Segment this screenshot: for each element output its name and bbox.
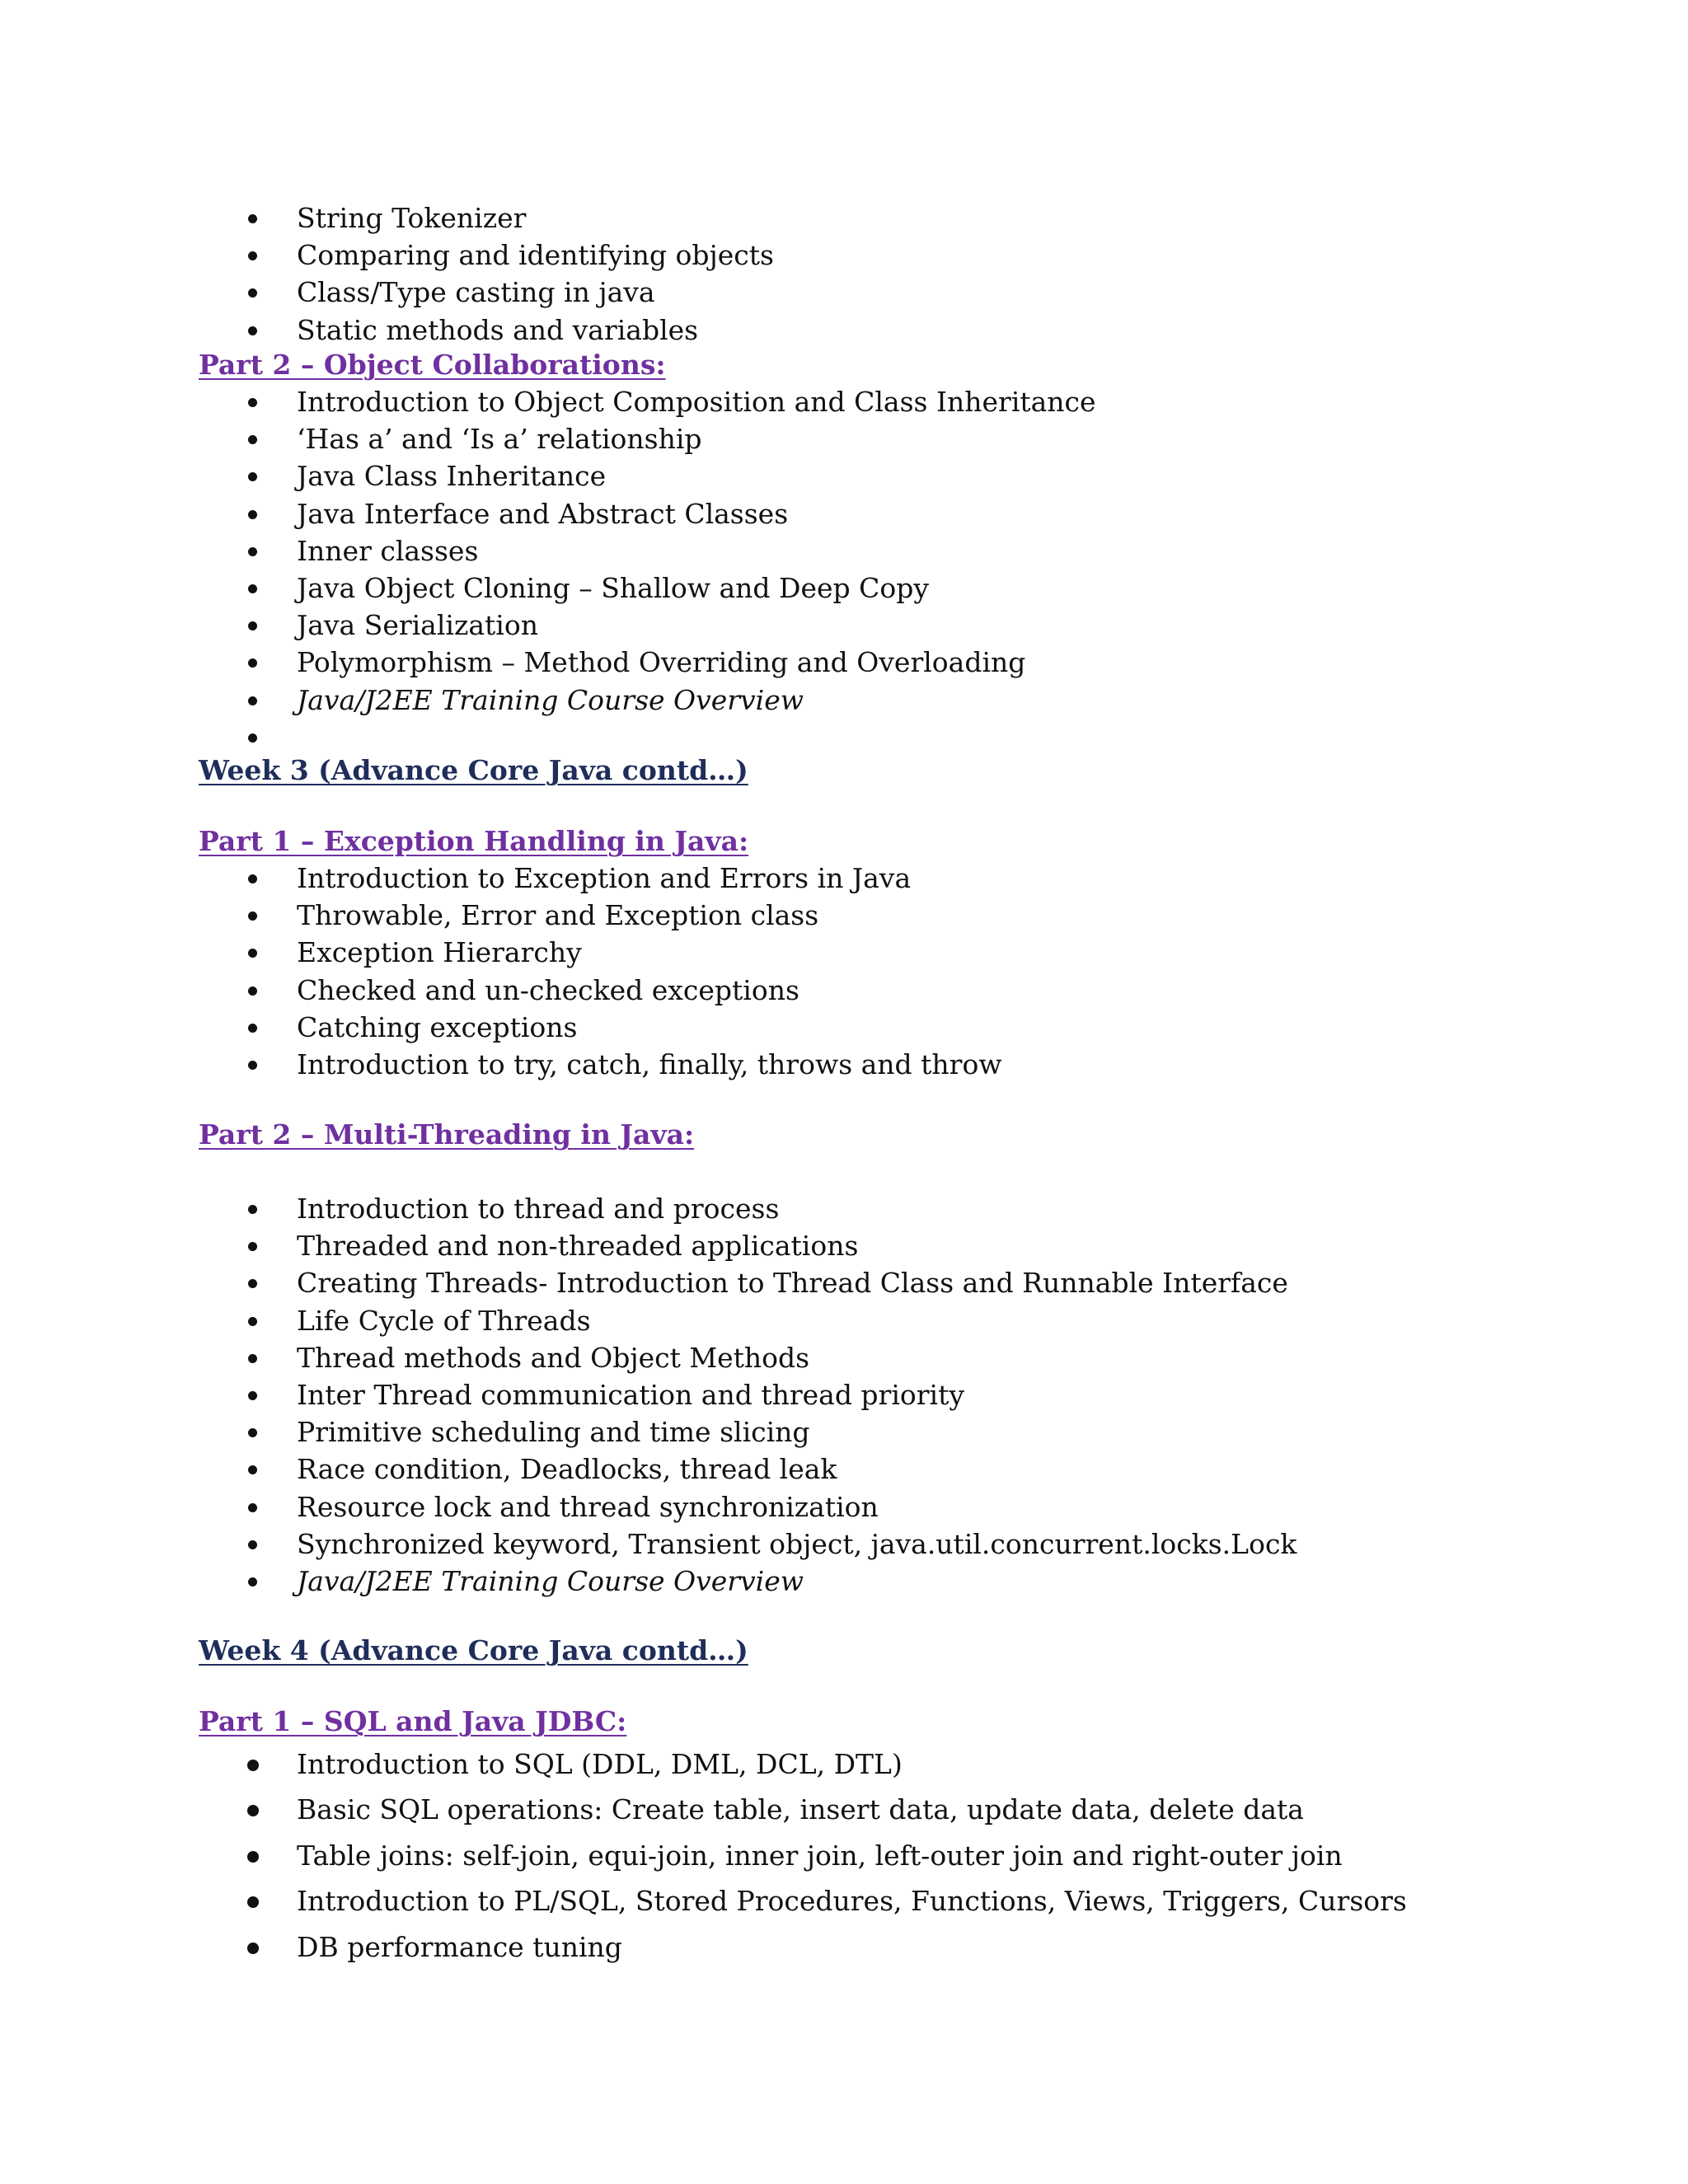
- list-item: ‘Has a’ and ‘Is a’ relationship: [0, 420, 1566, 457]
- list-item: Threaded and non-threaded applications: [0, 1227, 1566, 1264]
- list-item: Resource lock and thread synchronization: [0, 1488, 1566, 1526]
- part1-exception-handling-heading: Part 1 – Exception Handling in Java:: [199, 825, 749, 857]
- list-item: String Tokenizer: [0, 199, 1566, 237]
- list-item: Throwable, Error and Exception class: [0, 897, 1566, 934]
- week4-heading: Week 4 (Advance Core Java contd…): [199, 1634, 748, 1666]
- list-item: Race condition, Deadlocks, thread leak: [0, 1451, 1566, 1488]
- part2-multi-threading-heading: Part 2 – Multi-Threading in Java:: [199, 1118, 695, 1151]
- list-item: Checked and un-checked exceptions: [0, 972, 1566, 1009]
- list-item: Java Object Cloning – Shallow and Deep Copy: [0, 569, 1566, 607]
- topics-list-continued: [0, 199, 1566, 349]
- multi-threading-list: [0, 1190, 1566, 1600]
- object-collaborations-list: [0, 383, 1566, 756]
- list-item: Creating Threads- Introduction to Thread Class and Runnable Interface: [0, 1264, 1566, 1301]
- list-item: Introduction to PL/SQL, Stored Procedures, Functions, Views, Triggers, Cursors: [0, 1878, 1566, 1924]
- list-item-empty: [0, 719, 1566, 756]
- list-item: Class/Type casting in java: [0, 274, 1566, 311]
- exception-handling-list: [0, 860, 1566, 1083]
- list-item: Inner classes: [0, 532, 1566, 569]
- list-item: Introduction to try, catch, finally, throws and throw: [0, 1046, 1566, 1083]
- list-item: Java Serialization: [0, 607, 1566, 644]
- list-item: Java/J2EE Training Course Overview: [0, 682, 1566, 719]
- list-item: Primitive scheduling and time slicing: [0, 1413, 1566, 1451]
- list-item: Table joins: self-join, equi-join, inner join, left-outer join and right-outer join: [0, 1833, 1566, 1878]
- week3-heading: Week 3 (Advance Core Java contd…): [199, 754, 748, 786]
- list-item: Java Interface and Abstract Classes: [0, 495, 1566, 532]
- list-item: Introduction to thread and process: [0, 1190, 1566, 1227]
- list-item: Static methods and variables: [0, 312, 1566, 349]
- list-item: Polymorphism – Method Overriding and Overloading: [0, 644, 1566, 681]
- list-item: Exception Hierarchy: [0, 934, 1566, 971]
- list-item: Basic SQL operations: Create table, insert data, update data, delete data: [0, 1787, 1566, 1832]
- list-item: Life Cycle of Threads: [0, 1302, 1566, 1339]
- list-item: DB performance tuning: [0, 1924, 1566, 1970]
- list-item: Inter Thread communication and thread priority: [0, 1376, 1566, 1413]
- list-item: Catching exceptions: [0, 1009, 1566, 1046]
- list-item: Introduction to SQL (DDL, DML, DCL, DTL): [0, 1741, 1566, 1787]
- part2-object-collaborations-heading: Part 2 – Object Collaborations:: [199, 349, 666, 381]
- list-item: Introduction to Object Composition and Class Inheritance: [0, 383, 1566, 420]
- list-item: Thread methods and Object Methods: [0, 1339, 1566, 1376]
- sql-jdbc-list: [0, 1741, 1566, 1970]
- list-item: Introduction to Exception and Errors in Java: [0, 860, 1566, 897]
- part1-sql-jdbc-heading: Part 1 – SQL and Java JDBC:: [199, 1705, 627, 1737]
- list-item: Synchronized keyword, Transient object, java.util.concurrent.locks.Lock: [0, 1526, 1566, 1563]
- list-item: Java Class Inheritance: [0, 457, 1566, 494]
- list-item: Comparing and identifying objects: [0, 237, 1566, 274]
- list-item: Java/J2EE Training Course Overview: [0, 1563, 1566, 1600]
